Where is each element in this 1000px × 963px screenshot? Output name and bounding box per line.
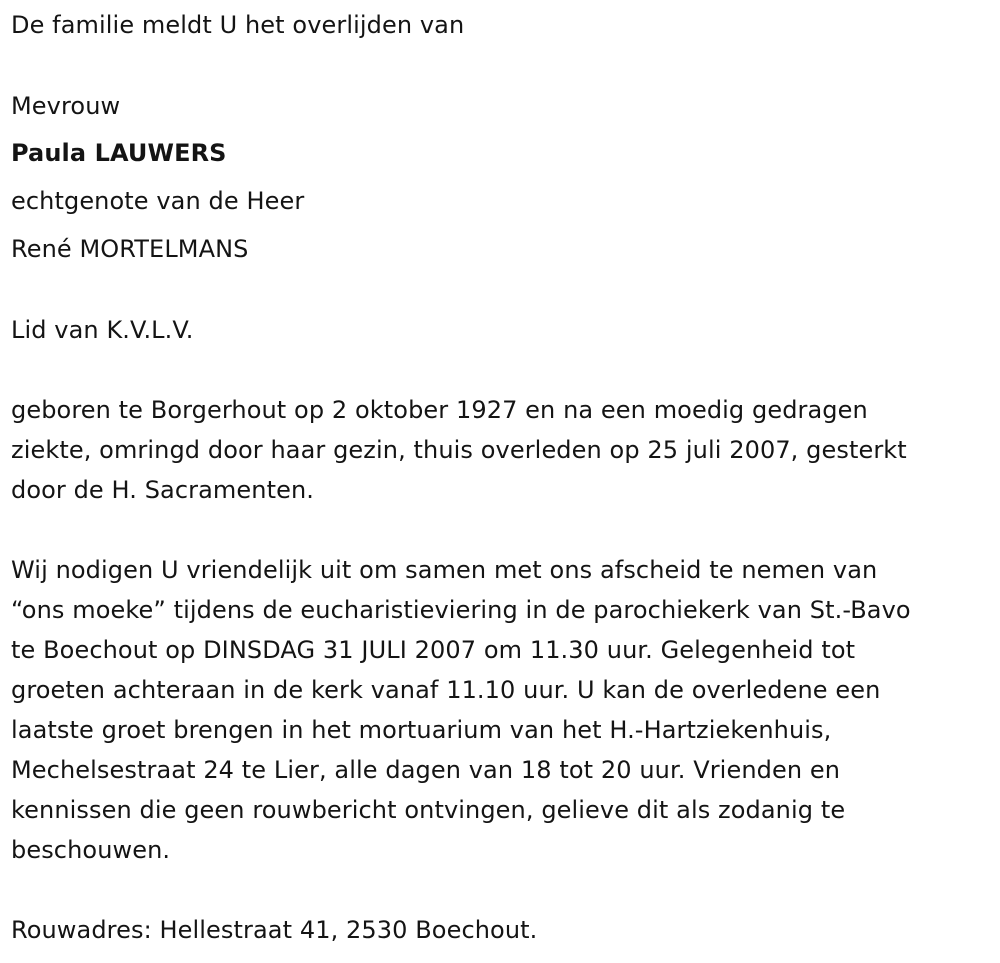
intro-text: De familie meldt U het overlijden van [11,11,465,39]
spouse-name: René MORTELMANS [11,235,249,263]
mourning-address: Rouwadres: Hellestraat 41, 2530 Boechout. [11,916,538,944]
invitation-line: “ons moeke” tijdens de eucharistieviering in de parochiekerk van St.-Bavo [11,596,911,624]
membership-text: Lid van K.V.L.V. [11,316,194,344]
invitation-line: te Boechout op DINSDAG 31 JULI 2007 om 11.30 uur. Gelegenheid tot [11,636,856,664]
invitation-line: Mechelsestraat 24 te Lier, alle dagen van 18 tot 20 uur. Vrienden en [11,756,841,784]
invitation-line: kennissen die geen rouwbericht ontvingen, gelieve dit als zodanig te [11,796,846,824]
invitation-line: Wij nodigen U vriendelijk uit om samen met ons afscheid te nemen van [11,556,878,584]
bio-line: geboren te Borgerhout op 2 oktober 1927 en na een moedig gedragen [11,396,868,424]
invitation-line: beschouwen. [11,836,171,864]
spouse-prefix: echtgenote van de Heer [11,187,305,215]
deceased-name: Paula LAUWERS [11,139,227,167]
honorific: Mevrouw [11,92,121,120]
invitation-line: laatste groet brengen in het mortuarium van het H.-Hartziekenhuis, [11,716,832,744]
bio-line: ziekte, omringd door haar gezin, thuis overleden op 25 juli 2007, gesterkt [11,436,907,464]
invitation-line: groeten achteraan in de kerk vanaf 11.10 uur. U kan de overledene een [11,676,881,704]
bio-line: door de H. Sacramenten. [11,476,314,504]
